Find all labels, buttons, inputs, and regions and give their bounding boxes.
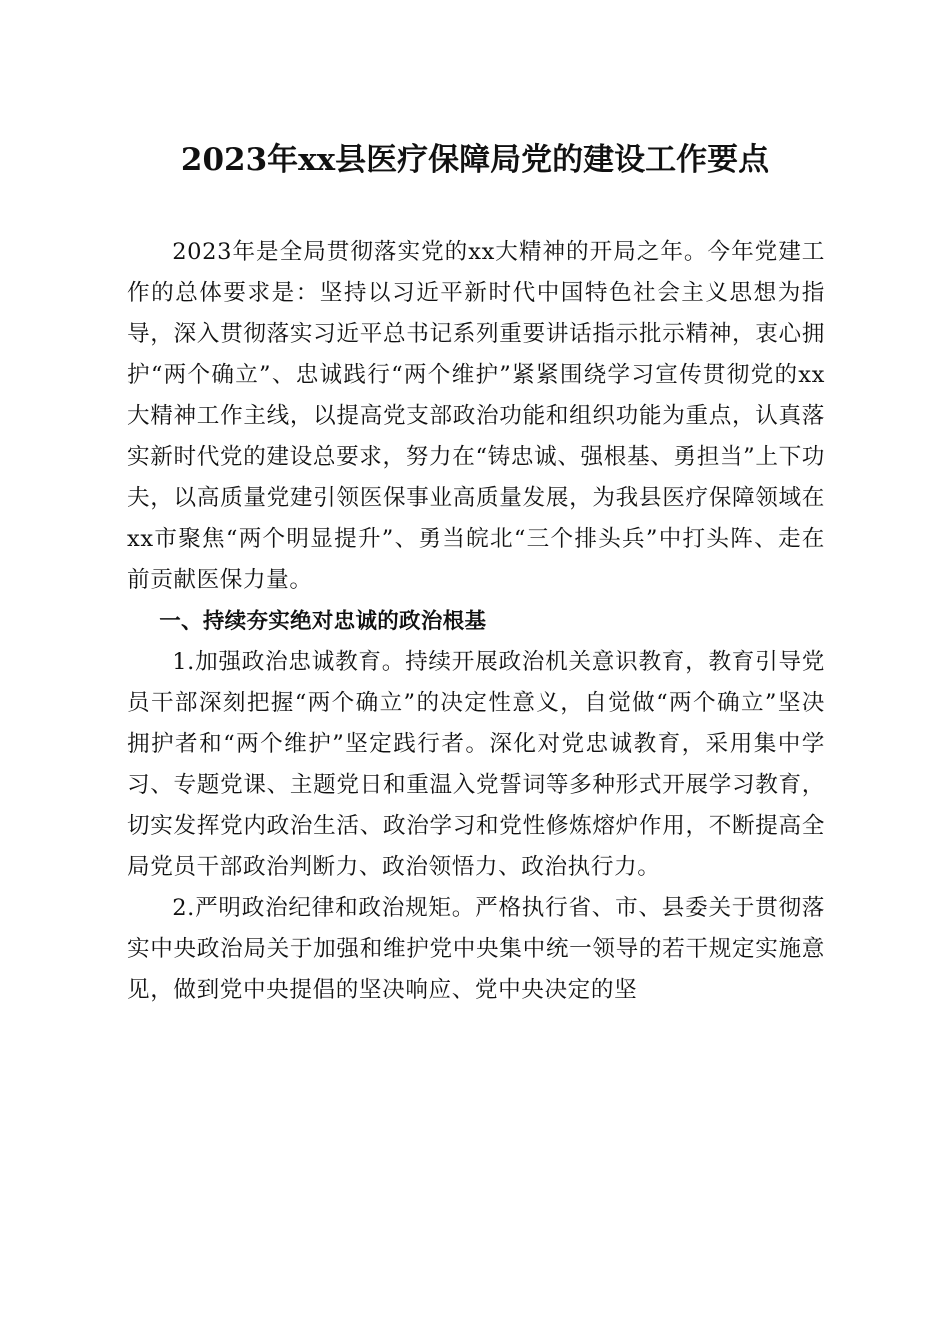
document-body [127, 232, 825, 1011]
intro-paragraph: 2023年是全局贯彻落实党的xx大精神的开局之年。今年党建工作的总体要求是：坚持以习近平新时代中国特色社会主义思想为指导，深入贯彻落实习近平总书记系列重要讲话指示批示精神，衷心拥护“两个确立”、忠诚践行“两个维护”紧紧围绕学习宣传贯彻党的xx大精神工作主线，以提高党支部政治功能和组织功能为重点，认真落实新时代党的建设总要求，努力在“铸忠诚、强根基、勇担当”上下功夫，以高质量党建引领医保事业高质量发展，为我县医疗保障领域在xx市聚焦“两个明显提升”、勇当皖北“三个排头兵”中打头阵、走在前贡献医保力量。 [127, 239, 825, 593]
section-heading-1: 一、持续夯实绝对忠诚的政治根基 [159, 609, 487, 634]
item-paragraph-1: 1.加强政治忠诚教育。持续开展政治机关意识教育，教育引导党员干部深刻把握“两个确立”的决定性意义，自觉做“两个确立”坚决拥护者和“两个维护”坚定践行者。深化对党忠诚教育，采用集中学习、专题党课、主题党日和重温入党誓词等多种形式开展学习教育，切实发挥党内政治生活、政治学习和党性修炼熔炉作用，不断提高全局党员干部政治判断力、政治领悟力、政治执行力。 [127, 649, 825, 880]
item-paragraph-2: 2.严明政治纪律和政治规矩。严格执行省、市、县委关于贯彻落实中央政治局关于加强和维护党中央集中统一领导的若干规定实施意见，做到党中央提倡的坚决响应、党中央决定的坚 [127, 895, 825, 1003]
document-title: 2023年xx县医疗保障局党的建设工作要点 [180, 142, 770, 178]
